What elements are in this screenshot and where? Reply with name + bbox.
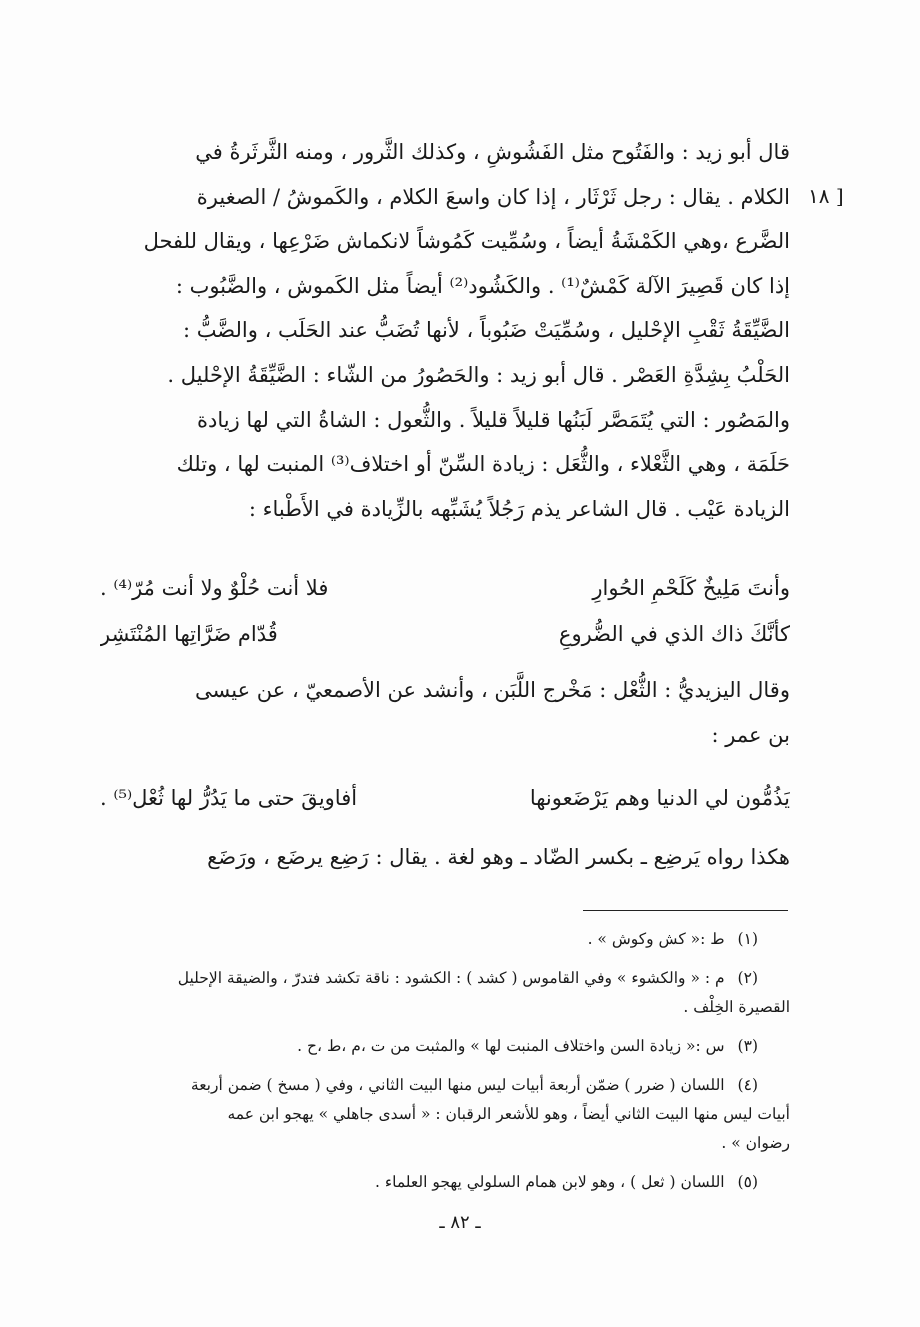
paragraph-yazidi	[100, 668, 790, 757]
text-line: الضَّرع ،وهي الكَمْشَةُ أيضاً ، وسُمِّيت كَمُوشاً لانكماش ضَرْعِها ، ويقال للفحل	[143, 229, 790, 254]
footnote-line	[100, 964, 790, 993]
poem-verse	[100, 611, 790, 657]
text-line: الضَّيِّقَةُ ثَقْبِ الإحْليل ، وسُمِّيَتْ ضَبُوباً ، لأنها تُضَبُّ عند الحَلَب ، والضَّبُّ :	[182, 318, 790, 343]
poem-second-hemistich: أفاويقَ حتى ما يَدُرُّ لها ثُعْل⁽⁵⁾ .	[100, 786, 358, 810]
footnote-text: ط :« كش وكوش » .	[587, 930, 725, 948]
poem-verse	[100, 565, 790, 611]
poem-first-hemistich: كأنَّكَ ذاك الذي في الضُّروعِ	[558, 622, 790, 646]
page-number: ـ ٨٢ ـ	[439, 1212, 481, 1233]
footnote	[100, 964, 790, 1022]
poem-second-hemistich: قُدّام ضَرَّاتِها المُنْتَشِر	[100, 622, 278, 646]
footnote-line	[100, 1071, 790, 1100]
footnote-text: اللسان ( ضرر ) ضمّن أربعة أبيات ليس منها البيت الثاني ، وفي ( مسخ ) ضمن أربعة	[190, 1076, 725, 1094]
footnote-line	[100, 1032, 790, 1061]
text-line: بن عمر :	[711, 722, 790, 747]
poem-block	[100, 565, 790, 657]
text-line: حَلَمَة ، وهي الثَّعْلاء ، والثُّعَل : زيادة السِّنّ أو اختلاف⁽³⁾ المنبت لها ، وتلك	[176, 452, 790, 477]
footnote-number: (٥)	[737, 1173, 758, 1191]
footnote-text: س :« زيادة السن واختلاف المنبت لها » والمثبت من ت ،م ،ط ،ح .	[297, 1037, 725, 1055]
poem-first-hemistich: وأنتَ مَلِيخٌ كَلَحْمِ الحُوارِ	[592, 576, 790, 600]
footnote-line	[100, 925, 790, 954]
main-paragraph	[100, 130, 790, 531]
footnote-number: (٤)	[737, 1076, 758, 1094]
footnote-line: القصيرة الخِلْف .	[683, 998, 790, 1016]
footnote-line: أبيات ليس منها البيت الثاني أيضاً ، وهو للأشعر الرقبان : « أسدى جاهلي » يهجو ابن عمه	[227, 1105, 790, 1123]
text-line: وقال اليزيديُّ : الثُّعْل : مَخْرج اللَّبَن ، وأنشد عن الأصمعيّ ، عن عيسى	[195, 678, 790, 702]
text-line: والمَصُور : التي يُتَمَصَّر لَبَنُها قليلاً قليلاً . والثُّعول : الشاةُ التي لها زيادة	[197, 407, 790, 432]
footnote	[100, 1032, 790, 1061]
poem-second-hemistich: فلا أنت حُلْوٌ ولا أنت مُرّ⁽⁴⁾ .	[100, 576, 329, 600]
text-line: قال أبو زيد : والفَتُوح مثل الفَشُوشِ ، وكذلك الثَّرور ، ومنه الثَّرثَرةُ في	[195, 140, 790, 164]
text-line: هكذا رواه يَرضِع ـ بكسر الضّاد ـ وهو لغة . يقال : رَضِع يرضَع ، ورَضَع	[207, 845, 790, 869]
poem-verse	[100, 775, 790, 821]
footnote	[100, 1071, 790, 1158]
footnote-number: (١)	[737, 930, 758, 948]
footnote	[100, 1168, 790, 1197]
footnote-text: م : « والكشوء » وفي القاموس ( كشد ) : الكشود : ناقة تكشد فتدرّ ، والضيقة الإحليل	[177, 969, 725, 987]
paragraph-continuation	[100, 835, 790, 880]
text-line: الزيادة عَيْب . قال الشاعر يذم رَجُلاً يُشَبِّهه بالزِّيادة في الأَطْباء :	[248, 496, 790, 521]
footnote-text: اللسان ( ثعل ) ، وهو لابن همام السلولي يهجو العلماء .	[374, 1173, 725, 1191]
text-line: الكلام . يقال : رجل ثَرْثَار ، إذا كان واسعَ الكلام ، والكَموشُ / الصغيرة	[196, 184, 790, 209]
footnote-separator	[583, 910, 788, 911]
footnote-number: (٢)	[737, 969, 758, 987]
margin-page-reference: [ ١٨	[808, 184, 844, 208]
footnote-line: رضوان » .	[721, 1134, 790, 1152]
footnote-number: (٣)	[737, 1037, 758, 1055]
footnote	[100, 925, 790, 954]
footnotes	[100, 925, 790, 1207]
footnote-line	[100, 1168, 790, 1197]
poem-block	[100, 775, 790, 821]
poem-first-hemistich: يَذُمُّون لي الدنيا وهم يَرْضَعونها	[529, 786, 790, 810]
text-line: الحَلْبُ بِشِدَّةِ العَصْر . قال أبو زيد : والحَصُورُ من الشّاء : الضَّيِّقَةُ الإحْليل .	[167, 362, 790, 387]
text-line: إذا كان قَصِيرَ الآلة كَمْشٌ⁽¹⁾ . والكَشُود⁽²⁾ أيضاً مثل الكَموش ، والضَّبُوب :	[175, 273, 790, 298]
